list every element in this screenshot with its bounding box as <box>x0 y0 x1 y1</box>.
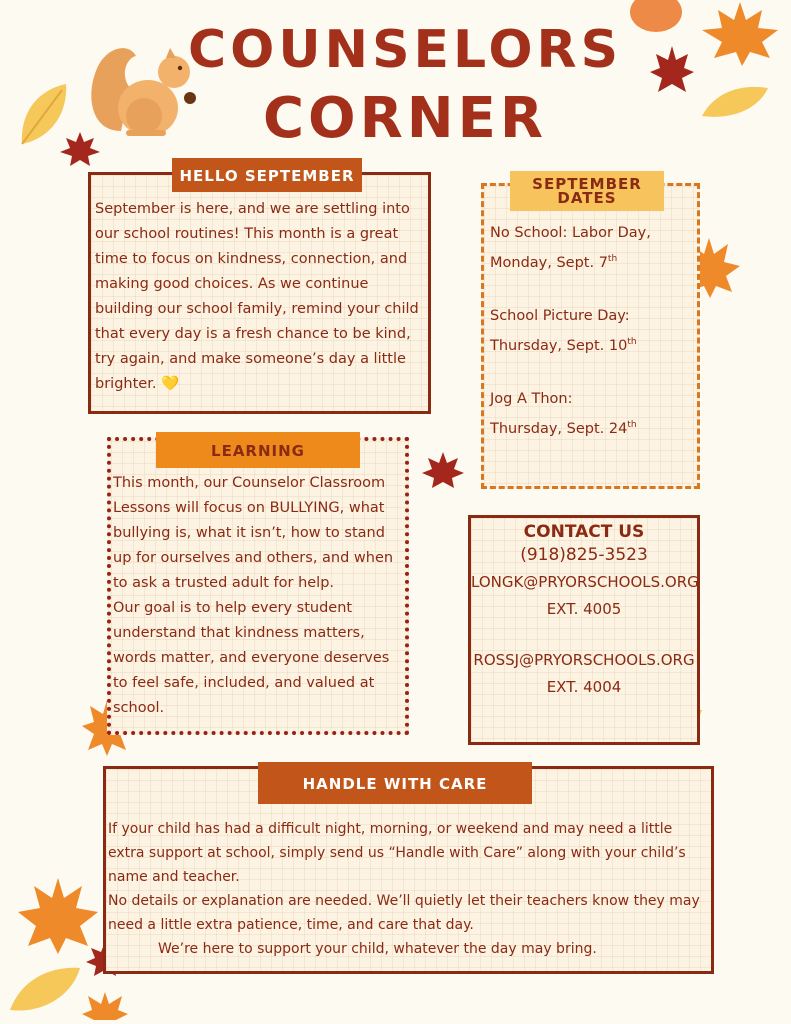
handle-para-2: No details or explanation are needed. We’ll quietly let their teachers know they may need a little extra patience, time, and care that day. <box>108 893 700 933</box>
page-title-line1: COUNSELORS <box>187 20 623 80</box>
handle-para-1: If your child has had a difficult night, morning, or weekend and may need a little extra support at school, simply send us “Handle with Care” along with your child’s name and teacher. <box>108 821 686 885</box>
red-leaf-icon <box>58 130 102 170</box>
red-leaf-icon <box>420 450 466 492</box>
maple-leaf-icon <box>80 990 130 1024</box>
september-dates-box <box>481 183 700 489</box>
orange-leaf-icon <box>626 0 684 38</box>
learning-para-1: This month, our Counselor Classroom Lessons will focus on BULLYING, what bullying is, what it isn’t, how to stand up for ourselves and others, and when to ask a trusted adult for help. <box>113 475 394 591</box>
september-dates-label: SEPTEMBER DATES <box>510 171 664 211</box>
date-item: School Picture Day: Thursday, Sept. 10th <box>490 307 637 354</box>
hello-september-box <box>88 172 431 414</box>
contact-ext-2: EXT. 4004 <box>546 678 622 696</box>
maple-leaf-icon <box>700 0 780 68</box>
hello-september-label: HELLO SEPTEMBER <box>172 158 362 192</box>
learning-text <box>113 471 405 721</box>
handle-with-care-text <box>108 817 708 961</box>
hello-september-text: September is here, and we are settling into our school routines! This month is a great time to focus on kindness, connection, and making good choices. As we continue building our school family, remind your child that every day is a fresh chance to be kind, try again, and make someone’s day a little brighter. 💛 <box>95 201 419 392</box>
learning-label: LEARNING <box>156 432 360 468</box>
contact-box <box>468 515 700 745</box>
contact-email-1[interactable]: LONGK@PRYORSCHOOLS.ORG <box>471 573 699 591</box>
handle-with-care-label: HANDLE WITH CARE <box>258 762 532 804</box>
red-leaf-icon <box>648 44 696 100</box>
handle-para-3: We’re here to support your child, whatever the day may bring. <box>158 941 597 957</box>
contact-email-2[interactable]: ROSSJ@PRYORSCHOOLS.ORG <box>473 651 695 669</box>
page-title-line2: CORNER <box>262 86 548 151</box>
learning-para-2: Our goal is to help every student understand that kindness matters, words matter, and everyone deserves to feel safe, included, and valued at school. <box>113 600 390 716</box>
yellow-leaf-icon <box>8 964 82 1014</box>
date-item: No School: Labor Day, Monday, Sept. 7th <box>490 225 651 271</box>
date-item: Jog A Thon: Thursday, Sept. 24th <box>490 390 637 437</box>
contact-phone: (918)825-3523 <box>520 545 648 565</box>
learning-box <box>107 437 409 735</box>
dates-list <box>490 220 695 468</box>
contact-heading: CONTACT US <box>523 522 645 542</box>
yellow-leaf-icon <box>700 82 770 120</box>
contact-ext-1: EXT. 4005 <box>546 600 622 618</box>
